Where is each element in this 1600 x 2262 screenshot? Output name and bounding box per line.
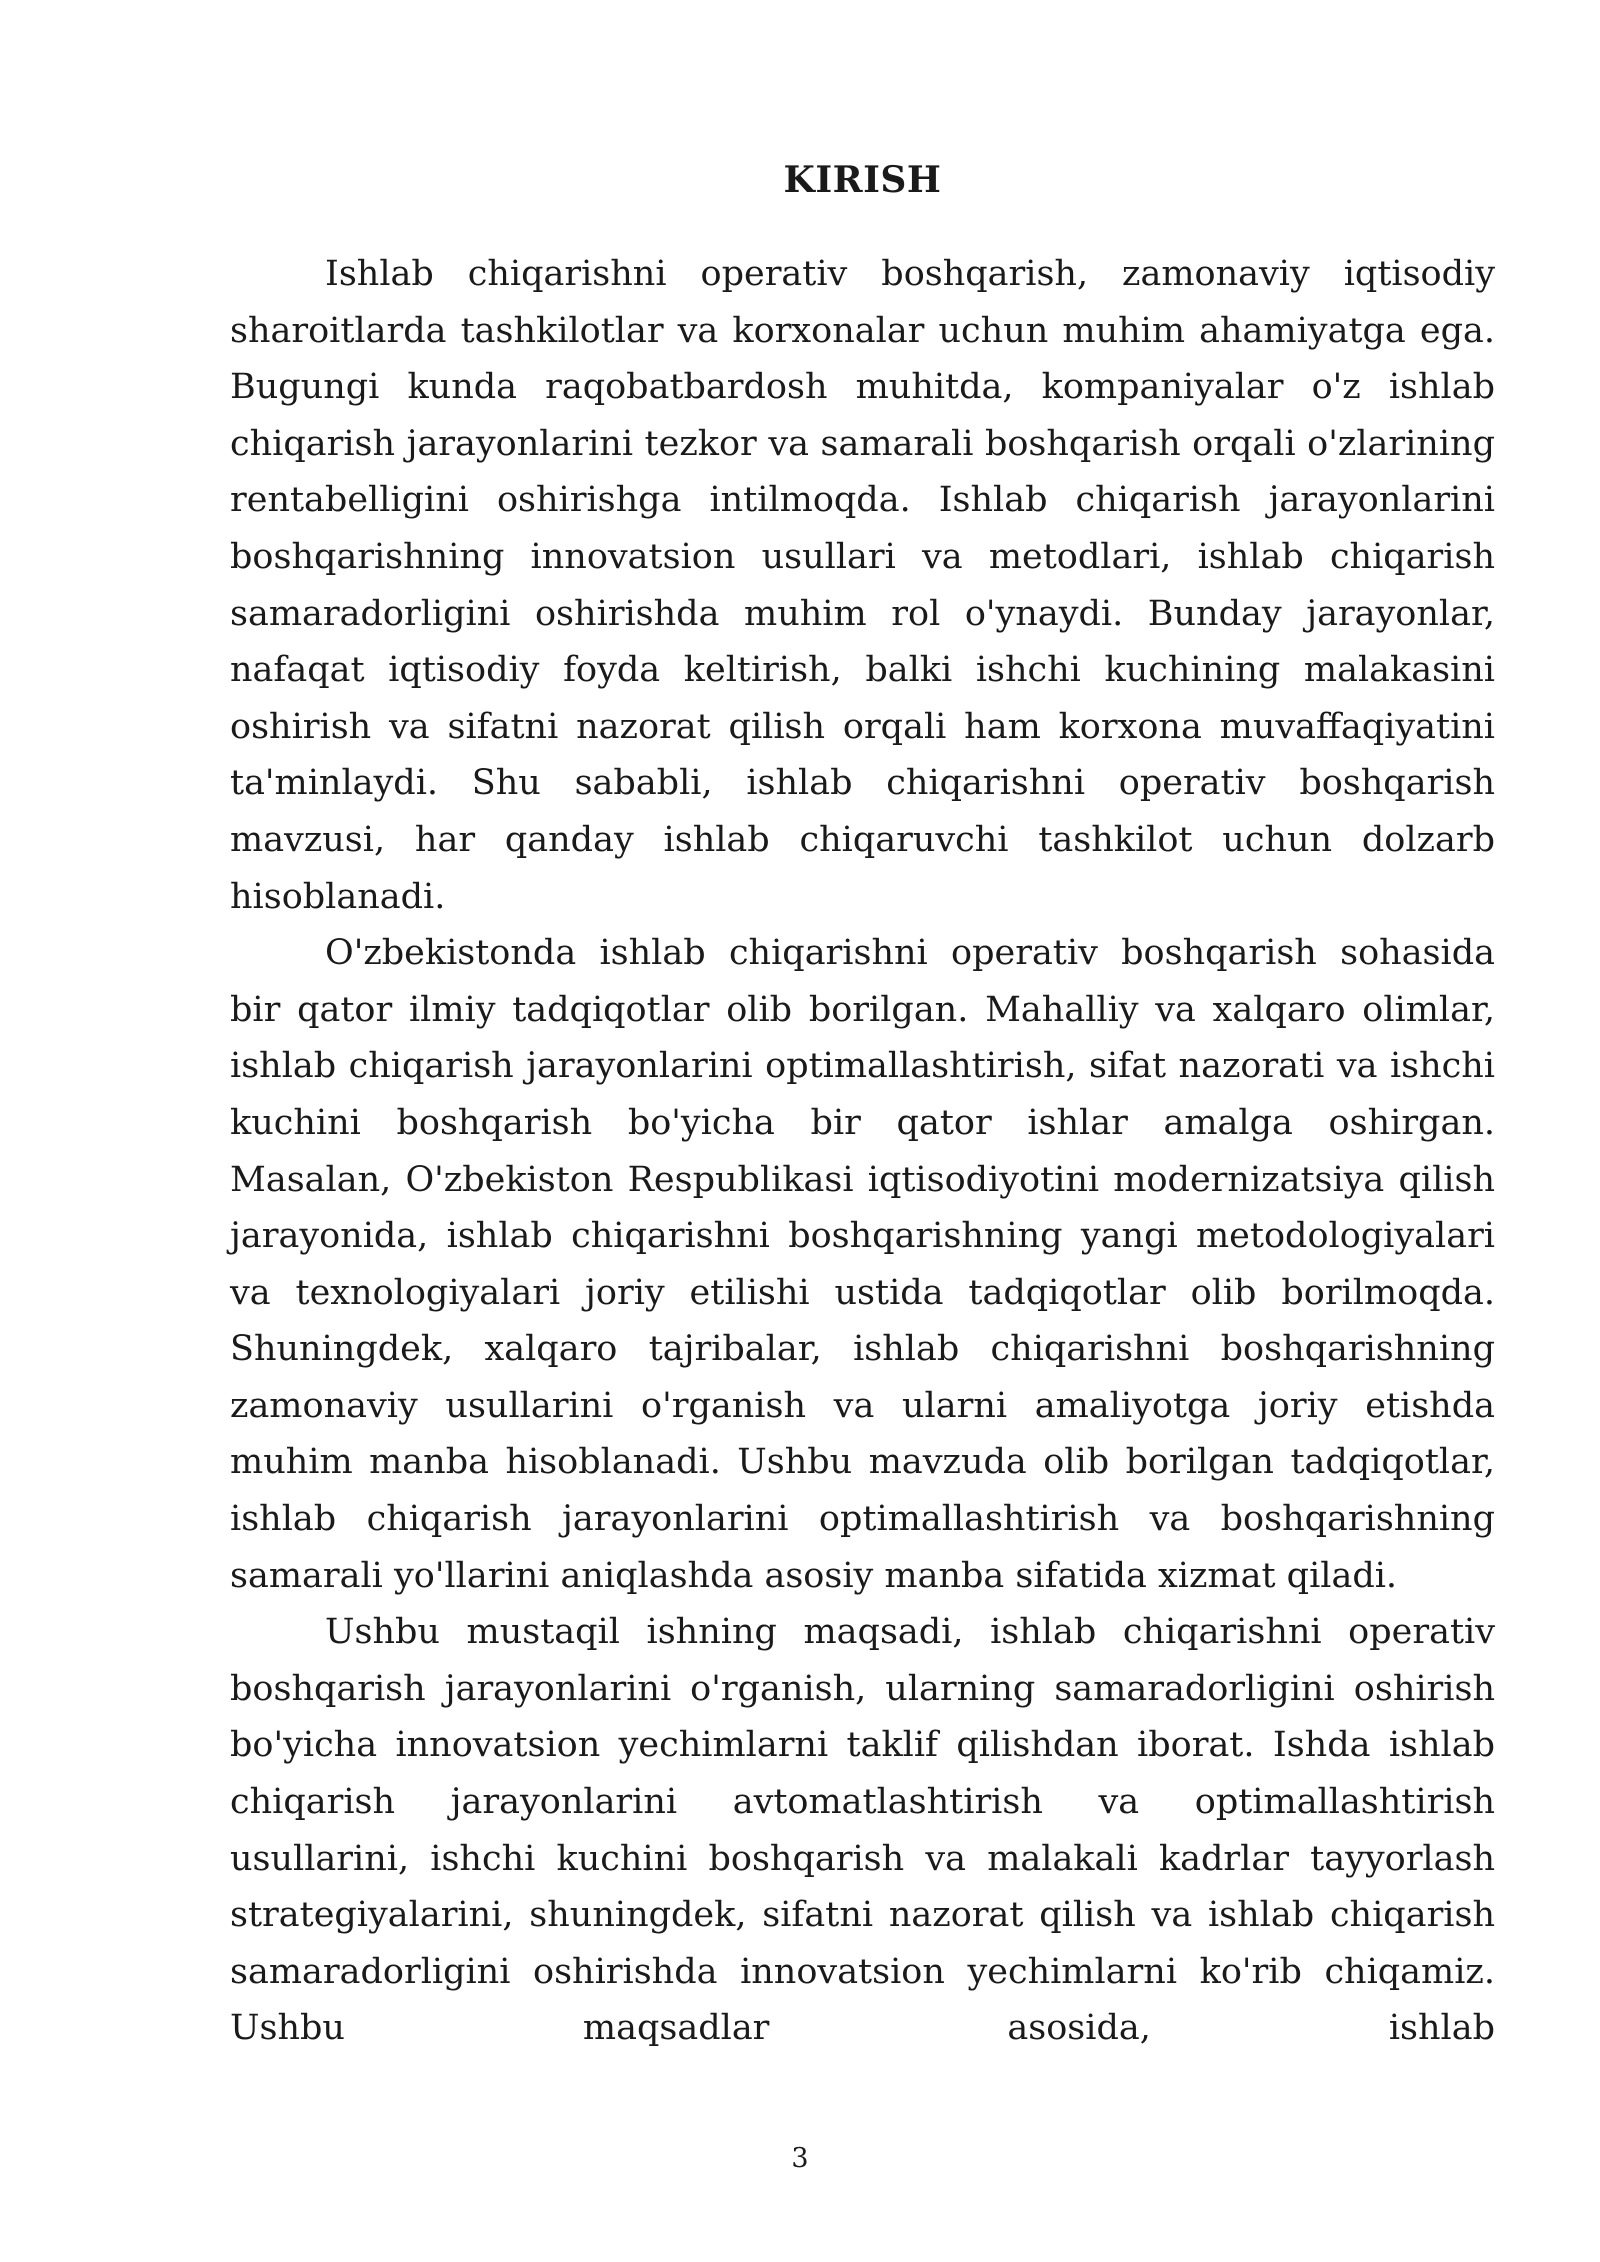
page-number: 3 — [791, 2143, 809, 2174]
paragraph-1: Ishlab chiqarishni operativ boshqarish, zamonaviy iqtisodiy sharoitlarda tashkilotlar va korxonalar uchun muhim ahamiyatga ega. Bugungi kunda raqobatbardosh muhitda, kompaniyalar o'z ishlab chiqarish jarayonlarini tezkor va samarali boshqarish orqali o'zlarining rentabelligini oshirishga intilmoqda. Ishlab chiqarish jarayonlarini boshqarishning innovatsion usullari va metodlari, ishlab chiqarish samaradorligini oshirishda muhim rol o'ynaydi. Bunday jarayonlar, nafaqat iqtisodiy foyda keltirish, balki ishchi kuchining malakasini oshirish va sifatni nazorat qilish orqali ham korxona muvaffaqiyatini ta'minlaydi. Shu sababli, ishlab chiqarishni operativ boshqarish mavzusi, har qanday ishlab chiqaruvchi tashkilot uchun dolzarb hisoblanadi. — [230, 254, 1495, 917]
paragraph-3: Ushbu mustaqil ishning maqsadi, ishlab chiqarishni operativ boshqarish jarayonlarini o'rganish, ularning samaradorligini oshirish bo'yicha innovatsion yechimlarni taklif qilishdan iborat. Ishda ishlab chiqarish jarayonlarini avtomatlashtirish va optimallashtirish usullarini, ishchi kuchini boshqarish va malakali kadrlar tayyorlash strategiyalarini, shuningdek, sifatni nazorat qilish va ishlab chiqarish samaradorligini oshirishda innovatsion yechimlarni ko'rib chiqamiz. Ushbu maqsadlar asosida, ishlab — [230, 1612, 1495, 2049]
section-title: KIRISH — [783, 159, 942, 201]
body-text — [230, 246, 1495, 2057]
paragraph-2: O'zbekistonda ishlab chiqarishni operativ boshqarish sohasida bir qator ilmiy tadqiqotlar olib borilgan. Mahalliy va xalqaro olimlar, ishlab chiqarish jarayonlarini optimallashtirish, sifat nazorati va ishchi kuchini boshqarish bo'yicha bir qator ishlar amalga oshirgan. Masalan, O'zbekiston Respublikasi iqtisodiyotini modernizatsiya qilish jarayonida, ishlab chiqarishni boshqarishning yangi metodologiyalari va texnologiyalari joriy etilishi ustida tadqiqotlar olib borilmoqda. Shuningdek, xalqaro tajribalar, ishlab chiqarishni boshqarishning zamonaviy usullarini o'rganish va ularni amaliyotga joriy etishda muhim manba hisoblanadi. Ushbu mavzuda olib borilgan tadqiqotlar, ishlab chiqarish jarayonlarini optimallashtirish va boshqarishning samarali yo'llarini aniqlashda asosiy manba sifatida xizmat qiladi. — [230, 933, 1495, 1596]
